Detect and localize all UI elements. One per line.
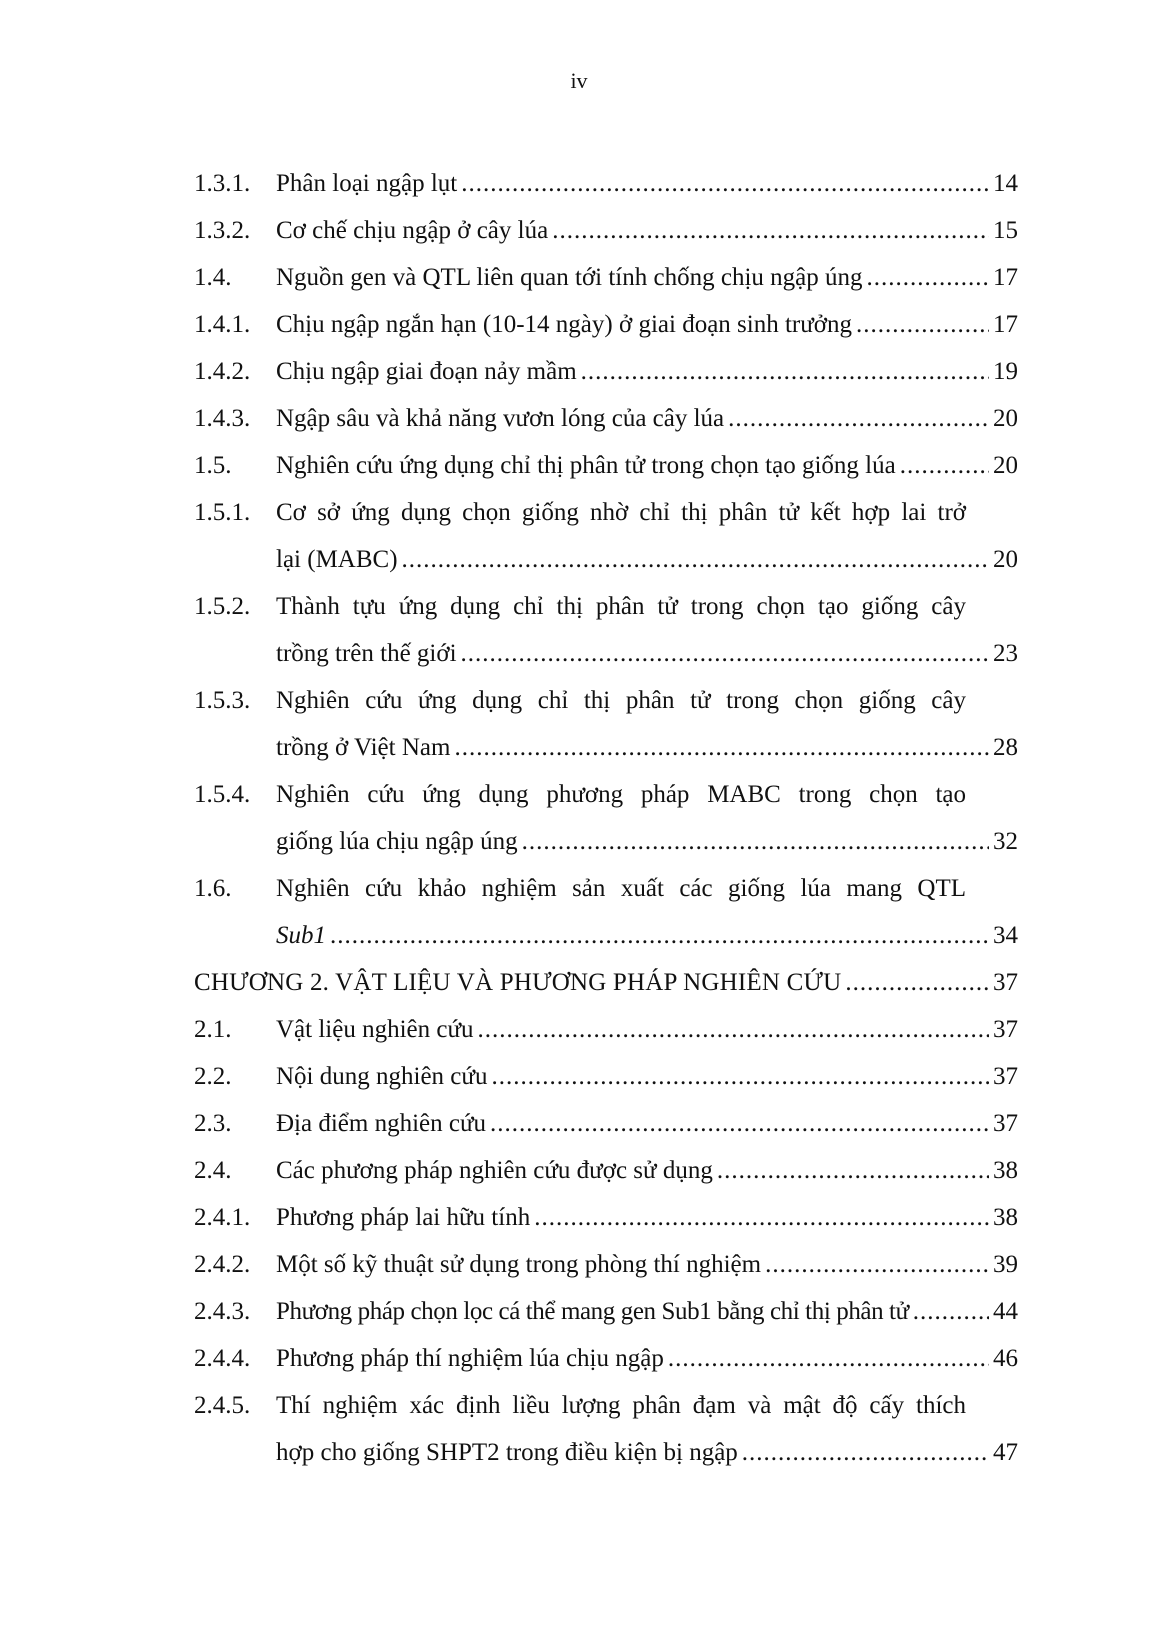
toc-leader-dots xyxy=(668,1335,989,1382)
toc-leader-dots xyxy=(581,348,989,395)
toc-entry-title-continued: Sub1 xyxy=(276,922,326,949)
toc-entry-number: 2.1. xyxy=(194,1016,232,1043)
toc-entry-page: 17 xyxy=(993,264,1018,291)
toc-entry-1-5[interactable] xyxy=(194,442,1018,489)
toc-entry-1-4[interactable] xyxy=(194,254,1018,301)
toc-entry-2-4-3[interactable] xyxy=(194,1288,1018,1335)
toc-entry-number: 1.5.2. xyxy=(194,593,251,620)
toc-leader-dots xyxy=(461,160,989,207)
toc-entry-page: 32 xyxy=(993,828,1018,855)
toc-entry-title: Địa điểm nghiên cứu xyxy=(276,1110,487,1137)
toc-entry-number: 1.5. xyxy=(194,452,232,479)
toc-entry-number: 1.5.4. xyxy=(194,781,251,808)
toc-entry-title-continued: giống lúa chịu ngập úng xyxy=(276,828,518,855)
toc-entry-page: 37 xyxy=(993,969,1018,996)
toc-entry-page: 47 xyxy=(993,1439,1018,1466)
toc-entry-page: 44 xyxy=(993,1298,1018,1325)
toc-entry-2-4[interactable] xyxy=(194,1147,1018,1194)
toc-entry-1-5-3[interactable] xyxy=(194,677,1018,771)
toc-entry-title: Chịu ngập giai đoạn nảy mầm xyxy=(276,358,577,385)
toc-entry-number: 2.4.1. xyxy=(194,1204,251,1231)
toc-entry-number: 2.3. xyxy=(194,1110,232,1137)
toc-entry-2-1[interactable] xyxy=(194,1006,1018,1053)
toc-entry-page: 38 xyxy=(993,1157,1018,1184)
toc-entry-number: 1.4.3. xyxy=(194,405,251,432)
toc-entry-page: 37 xyxy=(993,1110,1018,1137)
toc-leader-dots xyxy=(522,818,989,865)
toc-entry-number: 2.2. xyxy=(194,1063,232,1090)
toc-entry-number: 2.4.3. xyxy=(194,1298,251,1325)
toc-entry-number: 2.4.4. xyxy=(194,1345,251,1372)
toc-entry-number: 1.4. xyxy=(194,264,232,291)
toc-entry-title: Cơ chế chịu ngập ở cây lúa xyxy=(276,217,549,244)
toc-leader-dots xyxy=(330,912,989,959)
toc-entry-number: 2.4.5. xyxy=(194,1392,251,1419)
toc-entry-title: Phương pháp chọn lọc cá thể mang gen Sub1 bằng chỉ thị phân tử xyxy=(276,1298,909,1325)
toc-entry-page: 20 xyxy=(993,546,1018,573)
toc-entry-number: 2.4.2. xyxy=(194,1251,251,1278)
toc-entry-page: 15 xyxy=(993,217,1018,244)
toc-entry-2-4-5[interactable] xyxy=(194,1382,1018,1476)
toc-entry-number: 1.5.3. xyxy=(194,687,251,714)
toc-entry-2-4-4[interactable] xyxy=(194,1335,1018,1382)
toc-entry-1-3-1[interactable] xyxy=(194,160,1018,207)
table-of-contents xyxy=(194,160,1018,1476)
toc-entry-title: Phương pháp lai hữu tính xyxy=(276,1204,531,1231)
toc-entry-title: Một số kỹ thuật sử dụng trong phòng thí nghiệm xyxy=(276,1251,762,1278)
toc-entry-1-5-2[interactable] xyxy=(194,583,1018,677)
toc-entry-1-4-1[interactable] xyxy=(194,301,1018,348)
toc-leader-dots xyxy=(478,1006,989,1053)
toc-entry-number: 1.4.2. xyxy=(194,358,251,385)
toc-entry-title: Cơ sở ứng dụng chọn giống nhờ chỉ thị phân tử kết hợp lai trở xyxy=(276,499,966,526)
toc-entry-page: 14 xyxy=(993,170,1018,197)
toc-entry-2-3[interactable] xyxy=(194,1100,1018,1147)
toc-entry-title-continued: lại (MABC) xyxy=(276,546,398,573)
toc-leader-dots xyxy=(717,1147,989,1194)
toc-entry-title: Chịu ngập ngắn hạn (10-14 ngày) ở giai đoạn sinh trưởng xyxy=(276,311,853,338)
toc-entry-2-4-1[interactable] xyxy=(194,1194,1018,1241)
toc-entry-1-4-3[interactable] xyxy=(194,395,1018,442)
toc-entry-page: 34 xyxy=(993,922,1018,949)
toc-entry-1-6[interactable] xyxy=(194,865,1018,959)
toc-entry-title: Phân loại ngập lụt xyxy=(276,170,458,197)
toc-leader-dots xyxy=(490,1100,989,1147)
toc-entry-title: Các phương pháp nghiên cứu được sử dụng xyxy=(276,1157,713,1184)
toc-entry-title-continued: hợp cho giống SHPT2 trong điều kiện bị ngập xyxy=(276,1439,738,1466)
toc-leader-dots xyxy=(856,301,989,348)
toc-entry-1-5-1[interactable] xyxy=(194,489,1018,583)
toc-entry-page: 37 xyxy=(993,1063,1018,1090)
page-number: iv xyxy=(570,68,588,93)
toc-leader-dots xyxy=(491,1053,989,1100)
toc-leader-dots xyxy=(552,207,989,254)
toc-leader-dots xyxy=(534,1194,989,1241)
toc-entry-page: 20 xyxy=(993,405,1018,432)
toc-entry-number: 1.3.2. xyxy=(194,217,251,244)
toc-leader-dots xyxy=(765,1241,989,1288)
toc-entry-title: Nguồn gen và QTL liên quan tới tính chống chịu ngập úng xyxy=(276,264,863,291)
toc-leader-dots xyxy=(454,724,989,771)
toc-entry-title: Thí nghiệm xác định liều lượng phân đạm và mật độ cấy thích xyxy=(276,1392,966,1419)
toc-entry-title: Ngập sâu và khả năng vươn lóng của cây lúa xyxy=(276,405,725,432)
toc-entry-page: 38 xyxy=(993,1204,1018,1231)
toc-entry-page: 23 xyxy=(993,640,1018,667)
toc-entry-page: 39 xyxy=(993,1251,1018,1278)
toc-entry-1-4-2[interactable] xyxy=(194,348,1018,395)
toc-entry-title: Nghiên cứu khảo nghiệm sản xuất các giống lúa mang QTL xyxy=(276,875,966,902)
toc-entry-title: Nghiên cứu ứng dụng phương pháp MABC trong chọn tạo xyxy=(276,781,966,808)
toc-entry-title-continued: trồng trên thế giới xyxy=(276,640,457,667)
toc-entry-1-5-4[interactable] xyxy=(194,771,1018,865)
toc-leader-dots xyxy=(742,1429,989,1476)
toc-leader-dots xyxy=(845,959,989,1006)
toc-entry-title: Nghiên cứu ứng dụng chỉ thị phân tử trong chọn tạo giống lúa xyxy=(276,452,896,479)
toc-entry-number: 1.5.1. xyxy=(194,499,251,526)
toc-chapter-2[interactable] xyxy=(194,959,1018,1006)
toc-entry-title: Thành tựu ứng dụng chỉ thị phân tử trong chọn tạo giống cây xyxy=(276,593,966,620)
toc-entry-number: 1.6. xyxy=(194,875,232,902)
toc-entry-page: 46 xyxy=(993,1345,1018,1372)
toc-entry-page: 17 xyxy=(993,311,1018,338)
toc-entry-number: 1.3.1. xyxy=(194,170,251,197)
toc-entry-2-4-2[interactable] xyxy=(194,1241,1018,1288)
toc-entry-page: 37 xyxy=(993,1016,1018,1043)
toc-entry-title-continued: trồng ở Việt Nam xyxy=(276,734,451,761)
toc-entry-title: Phương pháp thí nghiệm lúa chịu ngập xyxy=(276,1345,664,1372)
toc-entry-page: 28 xyxy=(993,734,1018,761)
toc-leader-dots xyxy=(900,442,989,489)
toc-entry-2-2[interactable] xyxy=(194,1053,1018,1100)
toc-leader-dots xyxy=(461,630,989,677)
toc-entry-1-3-2[interactable] xyxy=(194,207,1018,254)
toc-entry-title: Nội dung nghiên cứu xyxy=(276,1063,488,1090)
toc-entry-page: 20 xyxy=(993,452,1018,479)
toc-leader-dots xyxy=(728,395,989,442)
toc-entry-number: 1.4.1. xyxy=(194,311,251,338)
toc-entry-title: Vật liệu nghiên cứu xyxy=(276,1016,474,1043)
toc-entry-page: 19 xyxy=(993,358,1018,385)
toc-entry-title: Nghiên cứu ứng dụng chỉ thị phân tử trong chọn giống cây xyxy=(276,687,966,714)
toc-leader-dots xyxy=(913,1288,989,1335)
toc-chapter-title: CHƯƠNG 2. VẬT LIỆU VÀ PHƯƠNG PHÁP NGHIÊN CỨU xyxy=(194,969,842,996)
toc-leader-dots xyxy=(402,536,989,583)
toc-leader-dots xyxy=(867,254,990,301)
toc-entry-number: 2.4. xyxy=(194,1157,232,1184)
